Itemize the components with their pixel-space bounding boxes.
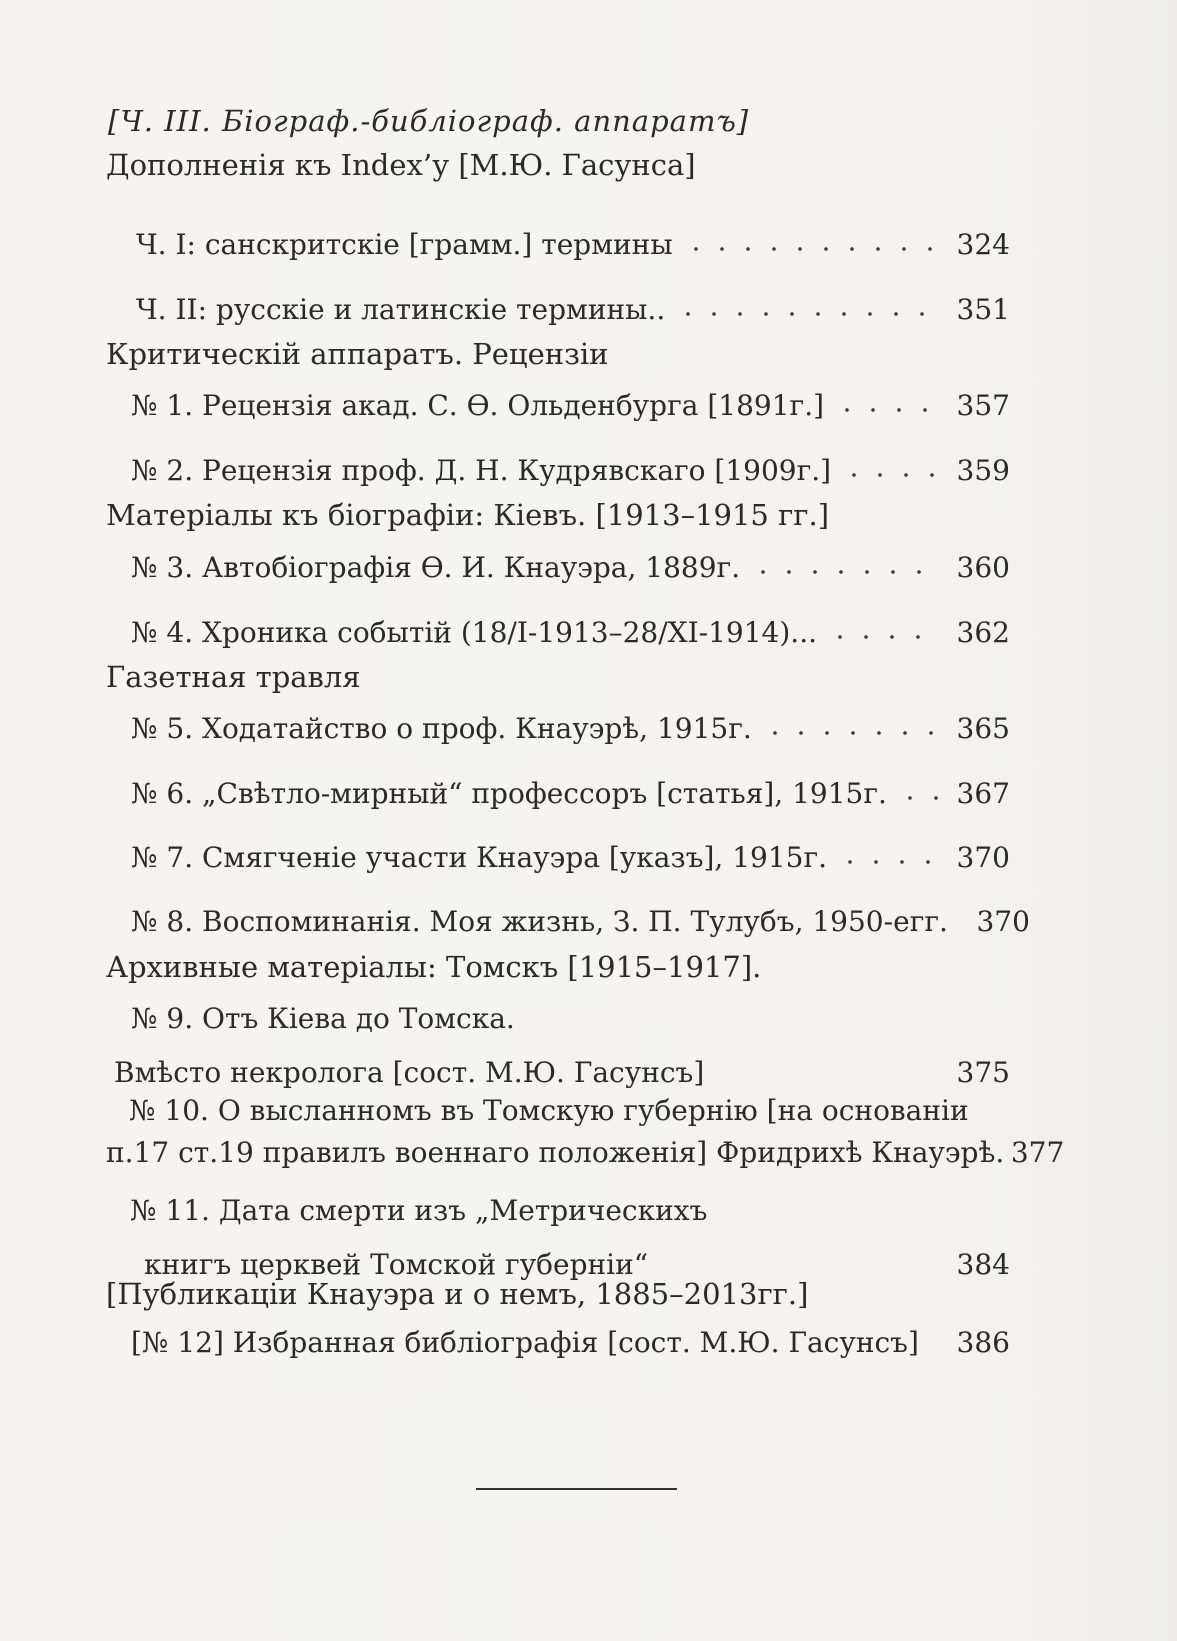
entry-label-line1: № 9. Отъ Кіева до Томска. bbox=[131, 1002, 515, 1035]
entry-label-line2: книгъ церквей Томской губерніи“ bbox=[144, 1248, 649, 1281]
toc-entry[interactable] bbox=[131, 769, 1010, 811]
toc-entry-multiline[interactable] bbox=[130, 1178, 1010, 1286]
entry-label: № 5. Ходатайство о проф. Кнауэрѣ, 1915г. bbox=[131, 712, 752, 745]
dot-leader bbox=[929, 1318, 938, 1352]
dot-leader bbox=[714, 1040, 938, 1082]
section-gazette: Газетная травля bbox=[106, 660, 361, 694]
dot-leader bbox=[827, 608, 938, 642]
toc-entry[interactable] bbox=[136, 285, 1010, 327]
dot-leader bbox=[762, 704, 938, 738]
dot-leader bbox=[750, 543, 938, 577]
toc-entry[interactable] bbox=[131, 446, 1010, 488]
dot-leader bbox=[897, 769, 938, 803]
entry-page: 370 bbox=[976, 905, 1030, 938]
entry-page: 324 bbox=[956, 228, 1010, 261]
toc-entry-multiline[interactable] bbox=[114, 986, 1010, 1094]
section-index-additions: Дополненія къ Index’у [М.Ю. Гасунса] bbox=[106, 148, 696, 182]
entry-label-line2: п.17 ст.19 правилъ военнаго положенія] Фридрихѣ Кнауэрѣ. bbox=[106, 1136, 1005, 1169]
entry-label: № 4. Хроника событій (18/I-1913–28/XI-1914)... bbox=[131, 616, 817, 649]
entry-page: 367 bbox=[956, 777, 1010, 810]
entry-label: Ч. I: санскритскіе [грамм.] термины bbox=[136, 228, 673, 261]
dot-leader bbox=[723, 1178, 890, 1220]
end-rule bbox=[476, 1488, 677, 1490]
toc-entry[interactable] bbox=[131, 543, 1010, 585]
section-kiev: Матеріалы къ біографіи: Кіевъ. [1913–1915 гг.] bbox=[106, 498, 830, 532]
dot-leader bbox=[683, 220, 938, 254]
entry-page: 359 bbox=[956, 454, 1010, 487]
entry-page: 384 bbox=[956, 1248, 1010, 1281]
entry-page: 365 bbox=[956, 712, 1010, 745]
dot-leader bbox=[841, 446, 938, 480]
entry-page: 357 bbox=[956, 389, 1010, 422]
entry-label: № 8. Воспоминанія. Моя жизнь, З. П. Тулубъ, 1950-егг. bbox=[131, 905, 948, 938]
toc-entry[interactable] bbox=[131, 381, 1010, 423]
section-tomsk: Архивные матеріалы: Томскъ [1915–1917]. bbox=[106, 950, 762, 984]
section-critical: Критическій аппаратъ. Рецензіи bbox=[106, 337, 609, 371]
entry-label: № 6. „Свѣтло-мирный“ профессоръ [статья], 1915г. bbox=[131, 777, 887, 810]
toc-entry-multiline[interactable] bbox=[106, 1090, 1065, 1174]
section-publications: [Публикаціи Кнауэра и о немъ, 1885–2013гг.] bbox=[106, 1277, 809, 1311]
entry-label: [№ 12] Избранная библіографія [сост. М.Ю. Гасунсъ] bbox=[131, 1326, 919, 1359]
part-header: [Ч. III. Біограф.-библіограф. аппаратъ] bbox=[108, 104, 750, 138]
toc-entry[interactable] bbox=[131, 704, 1010, 746]
dot-leader bbox=[658, 1232, 938, 1274]
entry-label: № 1. Рецензія акад. С. Ѳ. Ольденбурга [1891г.] bbox=[131, 389, 825, 422]
entry-label-line1: № 11. Дата смерти изъ „Метрическихъ bbox=[130, 1194, 708, 1227]
entry-page: 377 bbox=[1010, 1136, 1065, 1169]
entry-page: 351 bbox=[956, 293, 1010, 326]
entry-label: Ч. II: русскіе и латинскіе термины.. bbox=[136, 293, 666, 326]
toc-entry[interactable] bbox=[131, 1318, 1010, 1360]
entry-label-line1: № 10. О высланномъ въ Томскую губернію [на основаніи bbox=[129, 1094, 969, 1127]
dot-leader bbox=[837, 833, 938, 867]
entry-page: 375 bbox=[956, 1056, 1010, 1089]
entry-label: № 2. Рецензія проф. Д. Н. Кудрявскаго [1909г.] bbox=[131, 454, 832, 487]
entry-page: 370 bbox=[956, 841, 1010, 874]
entry-page: 386 bbox=[956, 1326, 1010, 1359]
entry-page: 360 bbox=[956, 551, 1010, 584]
entry-label: № 3. Автобіографія Ѳ. И. Кнауэра, 1889г. bbox=[131, 551, 741, 584]
toc-entry[interactable] bbox=[131, 897, 1030, 939]
dot-leader bbox=[531, 986, 890, 1028]
entry-label: № 7. Смягченіе участи Кнауэра [указъ], 1915г. bbox=[131, 841, 828, 874]
entry-label-line2: Вмѣсто некролога [сост. М.Ю. Гасунсъ] bbox=[114, 1056, 705, 1089]
dot-leader bbox=[675, 285, 938, 319]
toc-entry[interactable] bbox=[131, 833, 1010, 875]
toc-entry[interactable] bbox=[131, 608, 1010, 650]
dot-leader bbox=[834, 381, 938, 415]
entry-page: 362 bbox=[956, 616, 1010, 649]
toc-entry[interactable] bbox=[136, 220, 1010, 262]
